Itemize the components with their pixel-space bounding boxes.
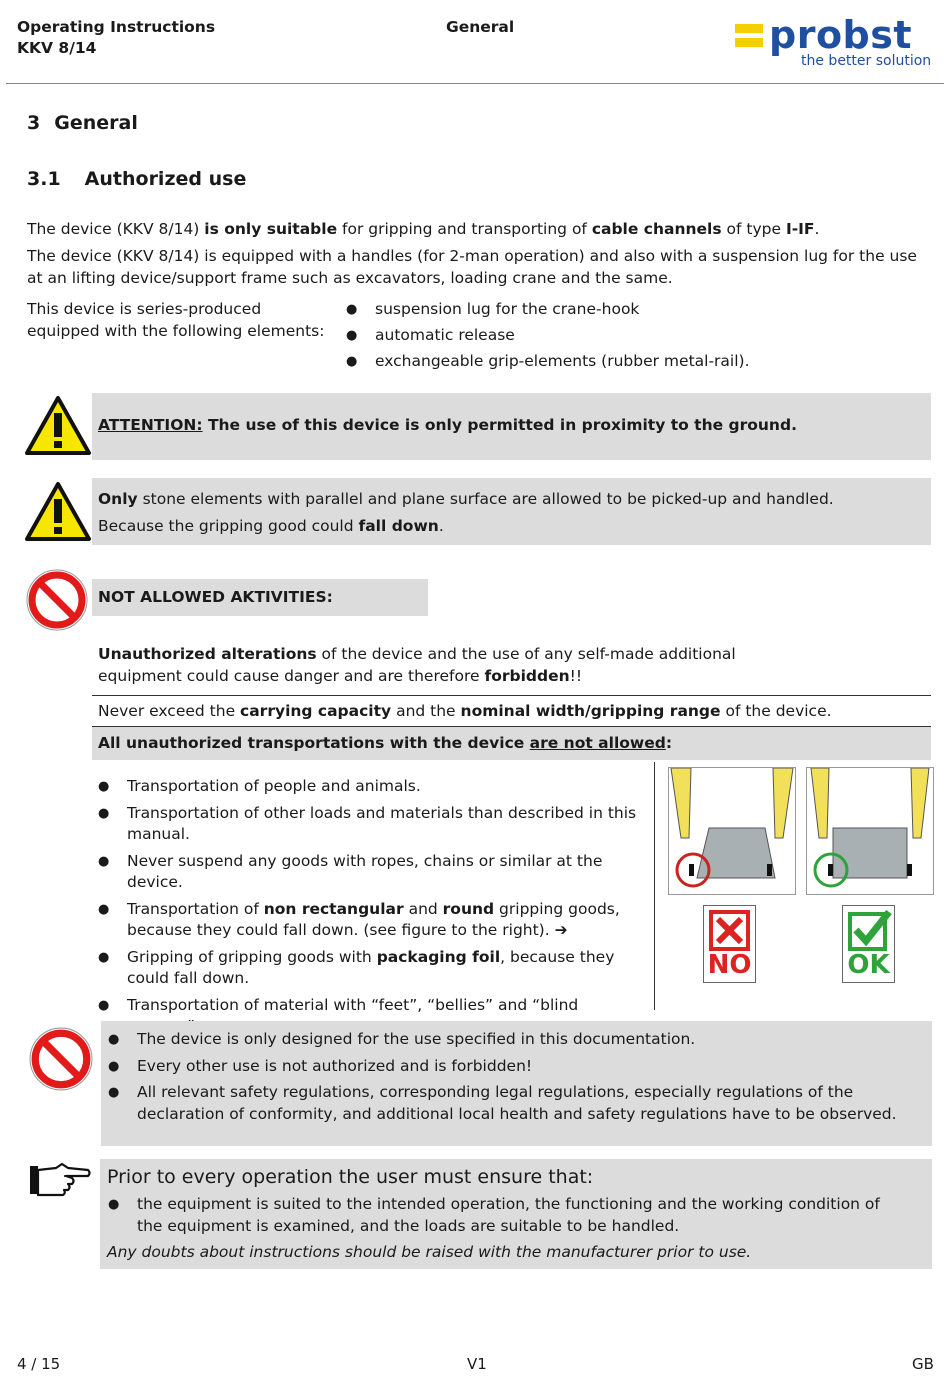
prior-note: Any doubts about instructions should be raised with the manufacturer prior to use.	[107, 1243, 752, 1261]
list-item: ● Transportation of people and animals.	[98, 776, 650, 798]
header-center: General	[446, 18, 515, 36]
logo-tagline: the better solution	[801, 53, 932, 69]
header-rule	[6, 83, 944, 84]
page-number: 4 / 15	[17, 1355, 61, 1373]
ok-label: OK	[847, 950, 890, 980]
designed-list	[108, 1029, 923, 1125]
subsection-heading	[27, 168, 246, 190]
logo-wordmark: probst	[769, 13, 913, 57]
logo-bar-top	[735, 24, 763, 33]
cross-icon	[704, 908, 755, 954]
divider	[654, 762, 655, 1010]
list-item: ● All relevant safety regulations, corresponding legal regulations, especially regulations of the declaration of conformity, and additional local health and safety regulations have to be observed.	[108, 1082, 923, 1125]
no-sign	[703, 905, 756, 983]
attention-box	[92, 393, 931, 460]
warning-icon	[24, 395, 92, 461]
language-label: GB	[912, 1355, 934, 1373]
list-item: ● Transportation of other loads and materials than described in this manual.	[98, 803, 650, 846]
header-left	[17, 17, 215, 59]
attention-text: ATTENTION: The use of this device is only permitted in proximity to the ground.	[98, 416, 797, 434]
ok-sign	[842, 905, 895, 983]
list-item: ● Every other use is not authorized and is forbidden!	[108, 1056, 923, 1078]
pointing-hand-icon	[28, 1162, 92, 1202]
prior-title: Prior to every operation the user must ensure that:	[107, 1166, 594, 1188]
wrong-gripping-figure	[668, 767, 796, 895]
alterations-paragraph: Unauthorized alterations of the device and the use of any self-made additional equipment could cause danger and are therefore forbidden!!	[98, 645, 736, 685]
intro-paragraph-1: The device (KKV 8/14) is only suitable for gripping and transporting of cable channels of type I-IF.	[27, 220, 820, 238]
prohibition-icon	[25, 568, 89, 636]
version-label: V1	[467, 1355, 487, 1373]
list-item: ● Transportation of material with “feet”, “bellies” and “blind	[98, 995, 650, 1038]
divider	[92, 695, 931, 696]
header-model: KKV 8/14	[17, 39, 97, 57]
list-item: ● automatic release	[346, 325, 906, 347]
transport-heading-box	[92, 727, 931, 760]
capacity-paragraph: Never exceed the carrying capacity and the nominal width/gripping range of the device.	[98, 702, 832, 720]
series-text: This device is series-produced equipped with the following elements:	[27, 300, 325, 340]
intro-paragraph-2: The device (KKV 8/14) is equipped with a handles (for 2-man operation) and also with a suspension lug for the use at an lifting device/support frame such as excavators, loading crane and the same.	[27, 247, 917, 287]
no-label: NO	[707, 950, 752, 980]
stone-box	[92, 478, 931, 545]
section-title: General	[54, 112, 138, 134]
list-item: ● the equipment is suited to the intended operation, the functioning and the working condition of the equipment is examined, and the loads are suitable to be handled.	[108, 1194, 898, 1237]
check-icon	[843, 908, 894, 954]
transport-heading: All unauthorized transportations with the device are not allowed:	[98, 734, 673, 752]
prior-list	[108, 1194, 898, 1237]
list-item: ● Never suspend any goods with ropes, chains or similar at the device.	[98, 851, 650, 894]
correct-gripping-figure	[806, 767, 934, 895]
section-number: 3	[27, 112, 41, 134]
list-item: ● Gripping of gripping goods with packaging foil, because they could fall down.	[98, 947, 650, 990]
not-allowed-title-box	[92, 579, 428, 616]
designed-box	[101, 1021, 932, 1146]
elements-list	[346, 299, 906, 373]
warning-icon	[24, 481, 92, 547]
header-doc-type: Operating Instructions	[17, 18, 216, 36]
probst-logo	[735, 13, 935, 72]
stone-line-1: Only stone elements with parallel and plane surface are allowed to be picked-up and handled.	[98, 490, 834, 508]
stone-line-2: Because the gripping good could fall down.	[98, 517, 444, 535]
list-item: ● suspension lug for the crane-hook	[346, 299, 906, 321]
prohibition-icon	[28, 1026, 94, 1096]
list-item: ● exchangeable grip-elements (rubber metal-rail).	[346, 351, 906, 373]
prior-box	[100, 1159, 932, 1269]
subsection-title: Authorized use	[84, 168, 247, 190]
subsection-number: 3.1	[27, 168, 61, 190]
list-item: ● Transportation of non rectangular and round gripping goods, because they could fall down. (see figure to the right). ➔	[98, 899, 650, 942]
not-allowed-title: NOT ALLOWED AKTIVITIES:	[98, 588, 333, 606]
section-heading	[27, 112, 138, 134]
transport-list	[98, 776, 650, 1038]
logo-bar-bottom	[735, 38, 763, 47]
list-item: ● The device is only designed for the use specified in this documentation.	[108, 1029, 923, 1051]
